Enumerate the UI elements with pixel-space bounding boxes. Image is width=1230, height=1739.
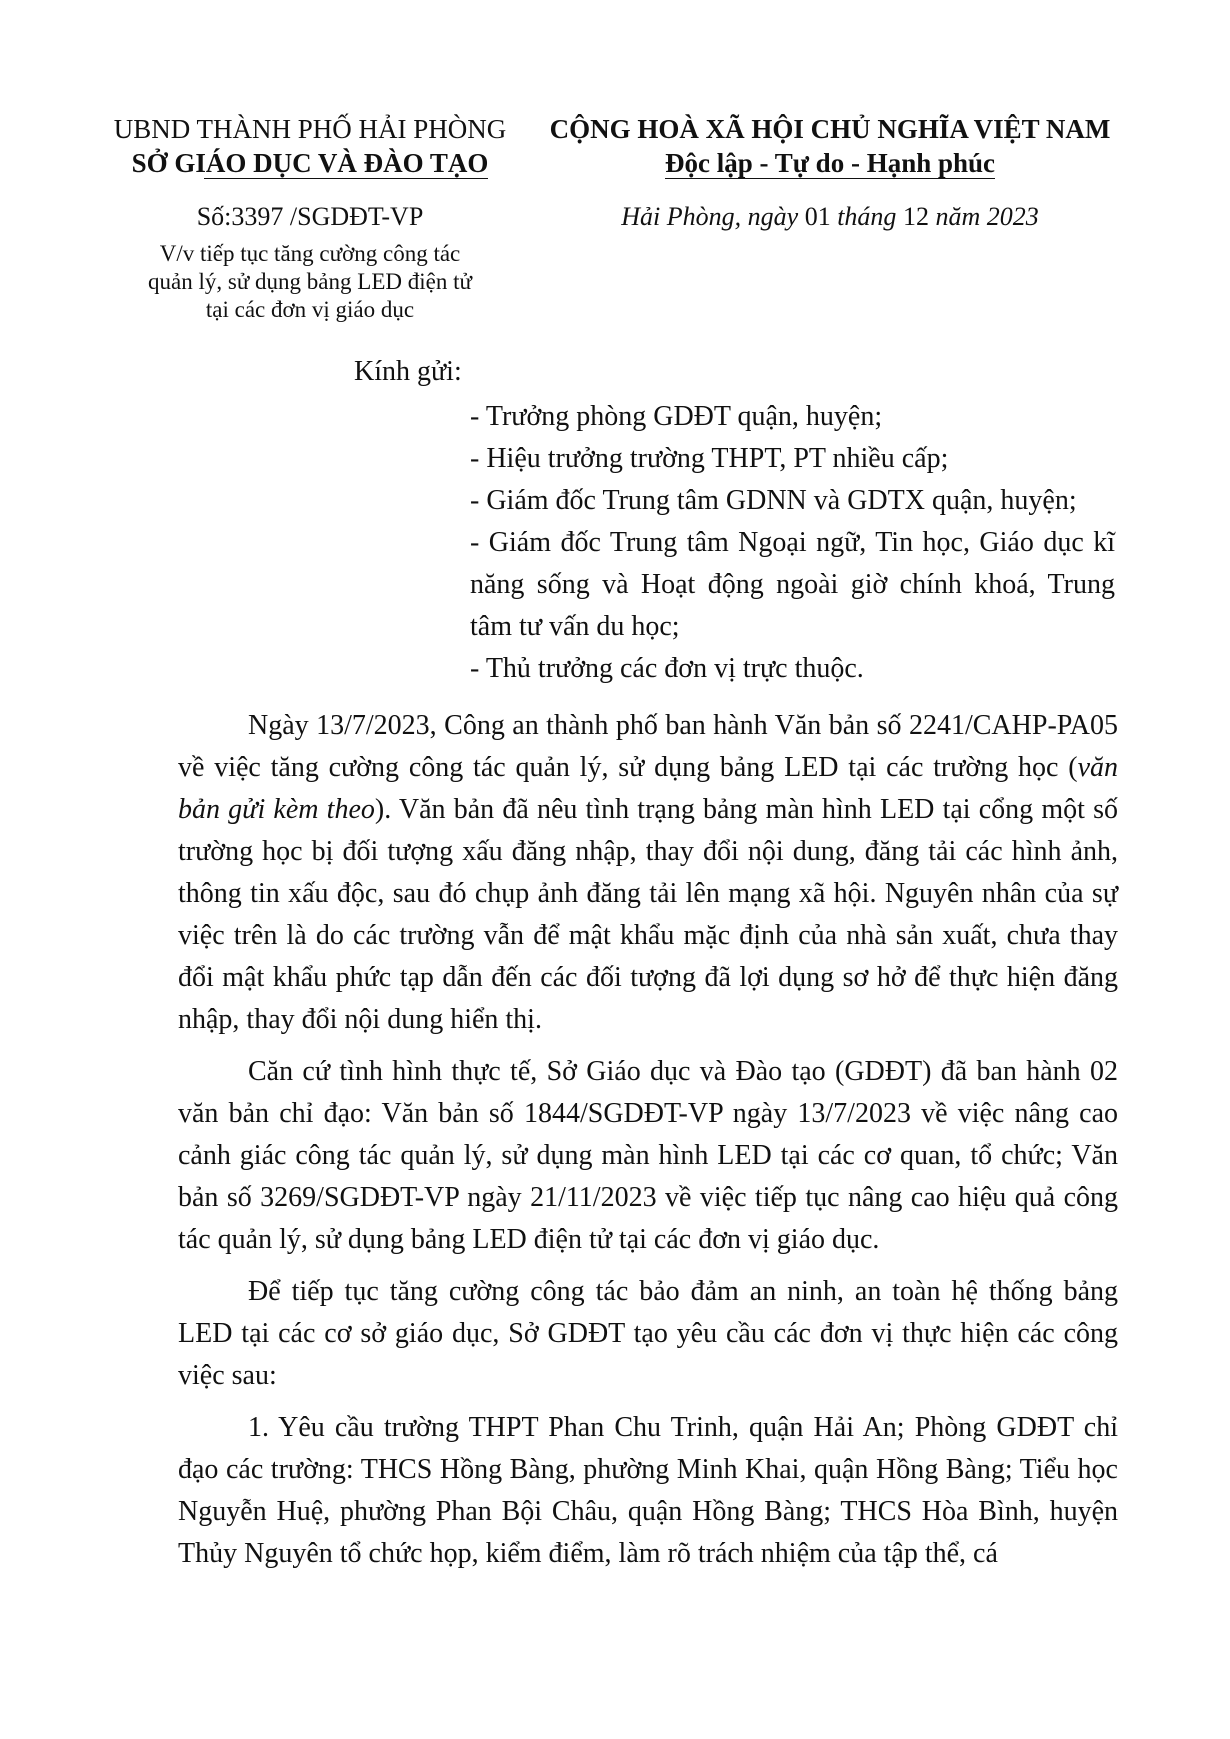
salutation: Kính gửi: xyxy=(354,356,462,387)
national-motto: Độc lập - Tự do - Hạnh phúc xyxy=(664,148,996,178)
body-paragraph: Để tiếp tục tăng cường công tác bảo đảm an ninh, an toàn hệ thống bảng LED tại các cơ sở giáo dục, Sở GDĐT tạo yêu cầu các đơn vị thực hiện các công việc sau: xyxy=(178,1276,1118,1391)
body-paragraph: Ngày 13/7/2023, Công an thành phố ban hành Văn bản số 2241/CAHP-PA05 về việc tăng cường công tác quản lý, sử dụng bảng LED tại các trường học (văn bản gửi kèm theo). Văn bản đã nêu tình trạng bảng màn hình LED tại cổng một số trường học bị đối tượng xấu đăng nhập, thay đổi nội dung, đăng tải các hình ảnh, thông tin xấu độc, sau đó chụp ảnh đăng tải lên mạng xã hội. Nguyên nhân của sự việc trên là do các trường vẫn để mật khẩu mặc định của nhà sản xuất, chưa thay đổi mật khẩu phức tạp dẫn đến các đối tượng đã lợi dụng sơ hở để thực hiện đăng nhập, thay đổi nội dung hiển thị. xyxy=(178,710,1118,1035)
date-day: 01 xyxy=(804,202,831,231)
country-title: CỘNG HOÀ XÃ HỘI CHỦ NGHĨA VIỆT NAM xyxy=(549,114,1111,144)
issuer-block xyxy=(100,112,520,180)
body-paragraph: 1. Yêu cầu trường THPT Phan Chu Trinh, quận Hải An; Phòng GDĐT chỉ đạo các trường: THCS Hồng Bàng, phường Minh Khai, quận Hồng Bàng; Tiểu học Nguyễn Huệ, phường Phan Bội Châu, quận Hồng Bàng; THCS Hòa Bình, huyện Thủy Nguyên tổ chức họp, kiểm điểm, làm rõ trách nhiệm của tập thể, cá xyxy=(178,1412,1118,1569)
recipient-item: - Trưởng phòng GDĐT quận, huyện; xyxy=(470,401,883,432)
document-number: Số:3397 /SGDĐT-VP xyxy=(196,202,424,231)
national-motto-block xyxy=(530,112,1130,180)
recipient-item: - Giám đốc Trung tâm Ngoại ngữ, Tin học, Giáo dục kĩ năng sống và Hoạt động ngoài giờ chính khoá, Trung tâm tư vấn du học; xyxy=(470,527,1115,642)
issuer-parent-agency: UBND THÀNH PHỐ HẢI PHÒNG xyxy=(113,114,507,144)
recipient-list xyxy=(470,396,1115,690)
issuer-department: SỞ GIÁO DỤC VÀ ĐÀO TẠO xyxy=(131,148,489,178)
date-month: 12 xyxy=(902,202,929,231)
body-paragraph: Căn cứ tình hình thực tế, Sở Giáo dục và Đào tạo (GDĐT) đã ban hành 02 văn bản chỉ đạo: Văn bản số 1844/SGDĐT-VP ngày 13/7/2023 về việc nâng cao cảnh giác công tác quản lý, sử dụng màn hình LED tại các cơ quan, tổ chức; Văn bản số 3269/SGDĐT-VP ngày 21/11/2023 về việc tiếp tục nâng cao hiệu quả công tác quản lý, sử dụng bảng LED điện tử tại các đơn vị giáo dục. xyxy=(178,1056,1118,1255)
recipient-item: - Giám đốc Trung tâm GDNN và GDTX quận, huyện; xyxy=(470,485,1077,516)
document-subject: V/v tiếp tục tăng cường công tác quản lý, sử dụng bảng LED điện tử tại các đơn vị giáo dục xyxy=(148,241,472,322)
document-body xyxy=(178,705,1118,1585)
recipient-item: - Thủ trưởng các đơn vị trực thuộc. xyxy=(470,653,864,684)
document-number-value: 3397 xyxy=(231,202,284,231)
attached-document-note: văn bản gửi kèm theo xyxy=(178,752,1118,825)
place-and-date: Hải Phòng, ngày 01 tháng 12 năm 2023 xyxy=(621,202,1039,231)
recipient-item: - Hiệu trưởng trường THPT, PT nhiều cấp; xyxy=(470,443,949,474)
